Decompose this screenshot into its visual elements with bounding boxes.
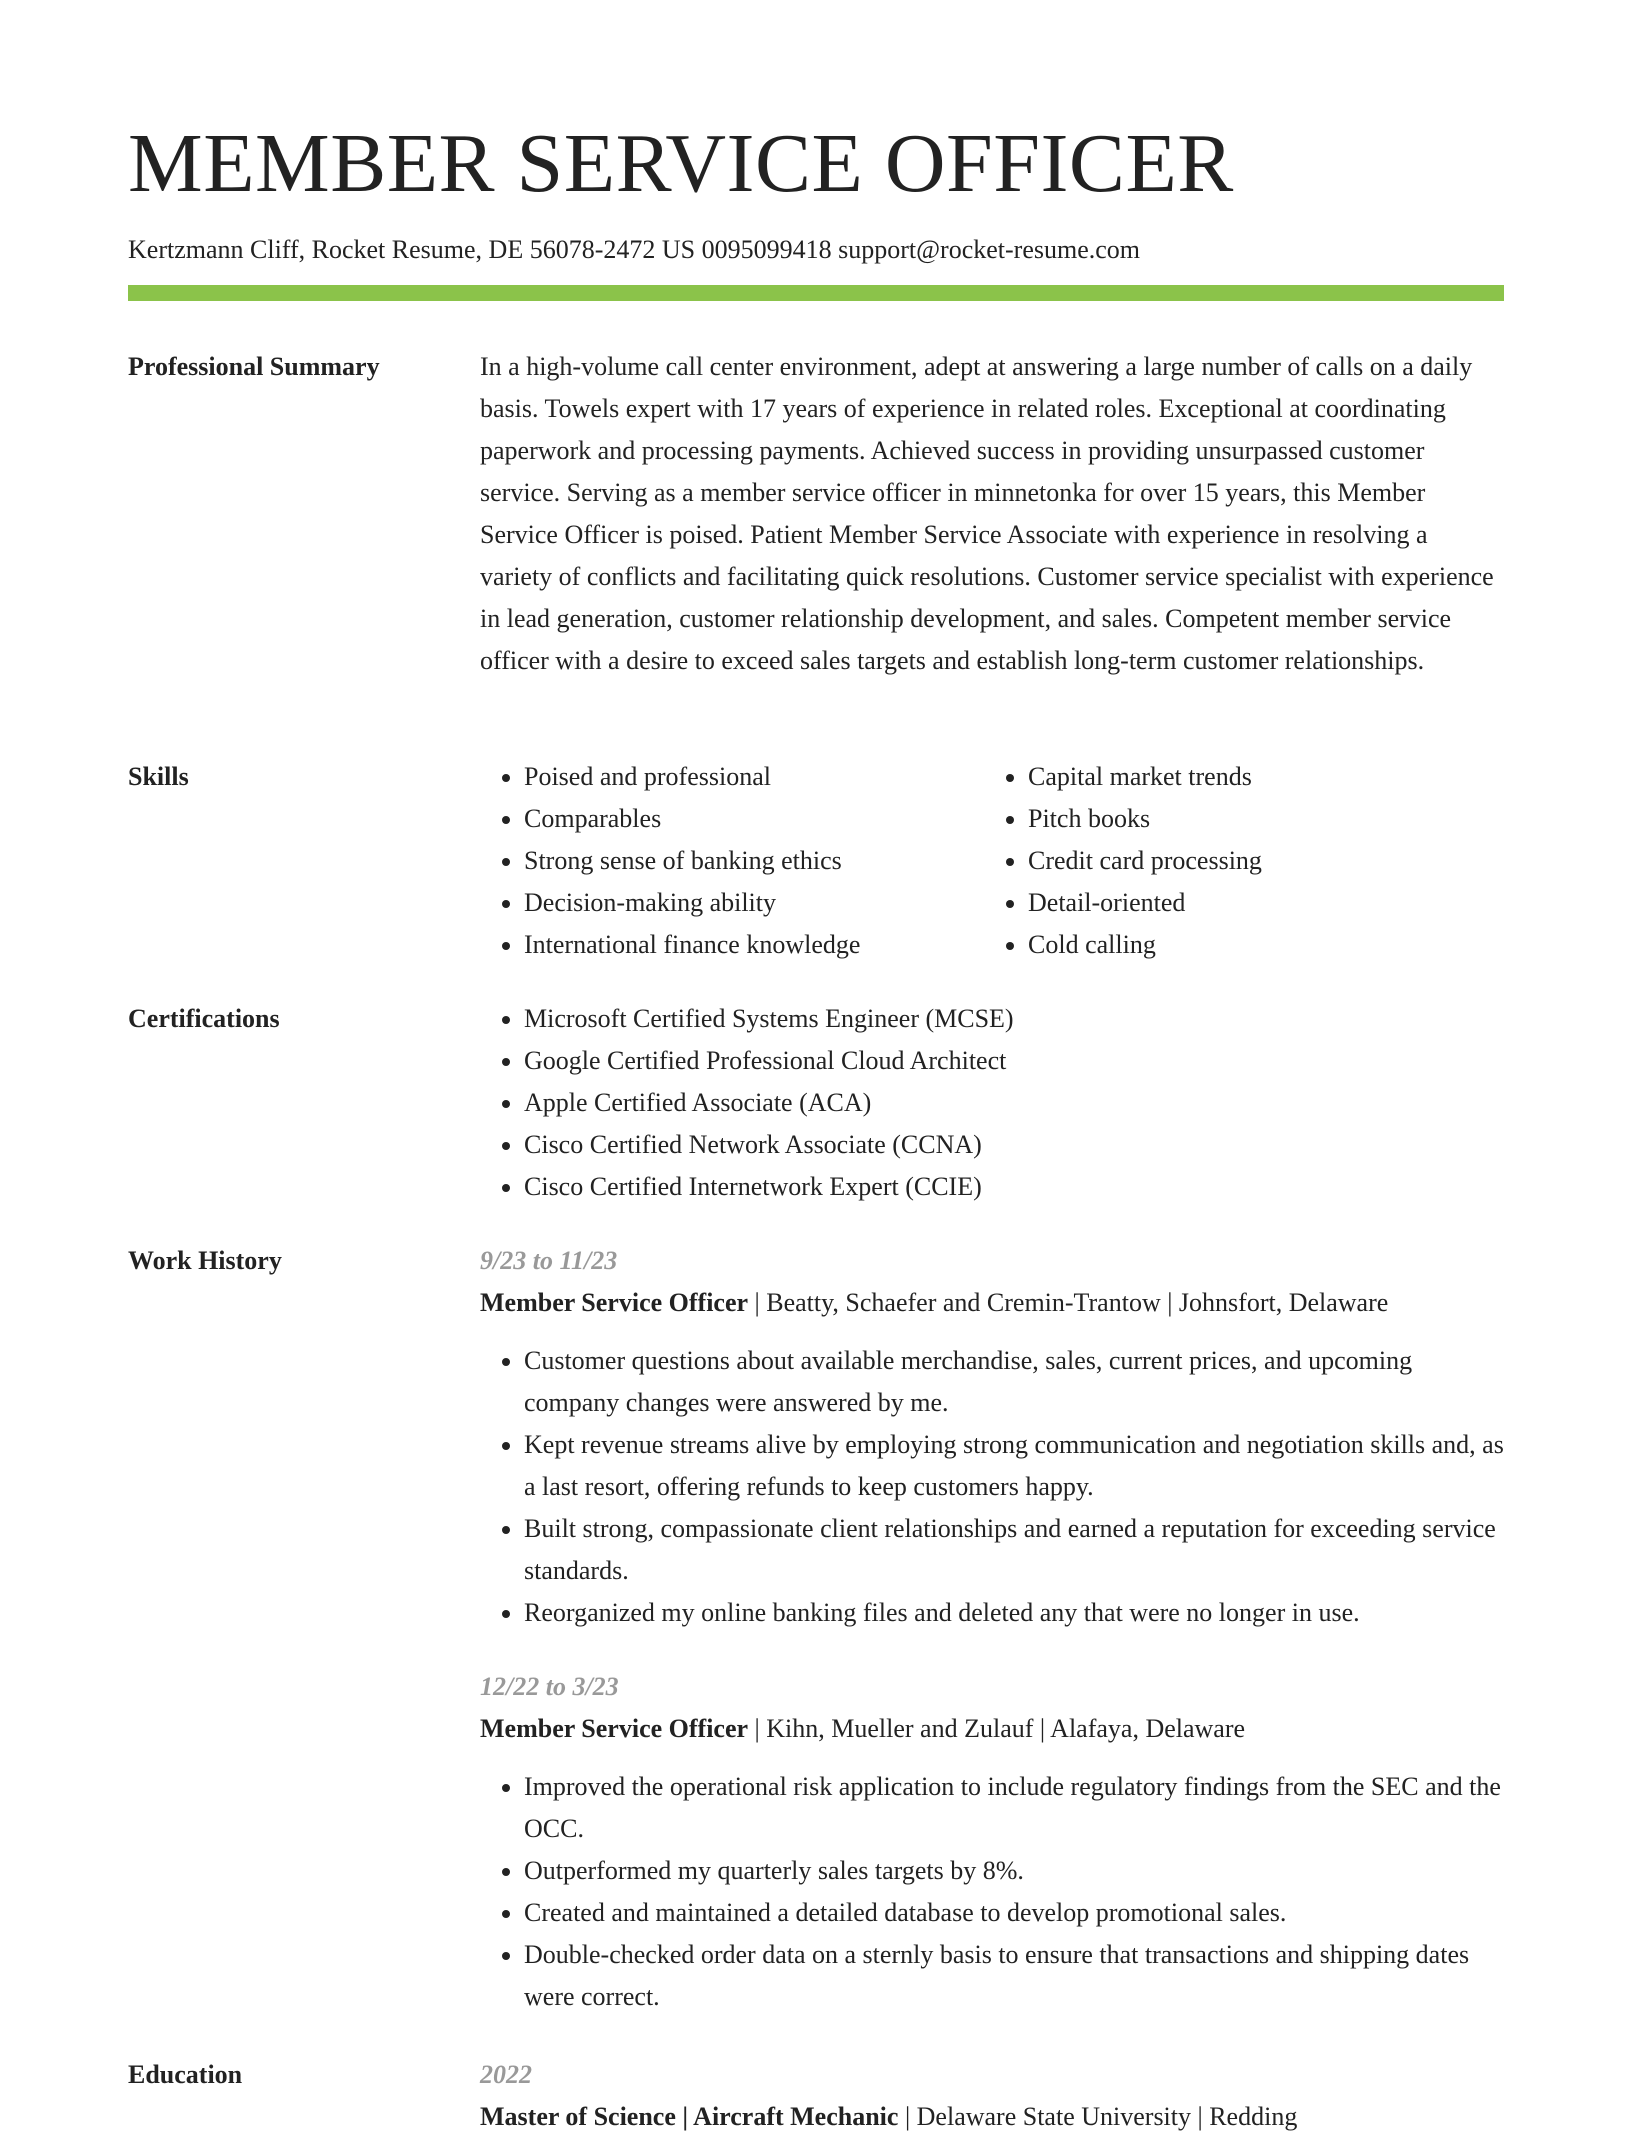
job-bullet: • Double-checked order data on a sternly basis to ensure that transactions and shipping dates were correct. — [524, 1934, 1504, 2018]
job-bullet: • Built strong, compassionate client relationships and earned a reputation for exceeding service standards. — [524, 1508, 1504, 1592]
skill-item: • Credit card processing — [1028, 840, 1548, 882]
resume-name: MEMBER SERVICE OFFICER — [128, 117, 1234, 210]
skill-item: • Detail-oriented — [1028, 882, 1548, 924]
certification-item: • Microsoft Certified Systems Engineer (MCSE) — [524, 998, 1504, 1040]
skill-item: • Pitch books — [1028, 798, 1548, 840]
job-entry — [480, 1240, 1504, 1634]
skill-item: • Decision-making ability — [524, 882, 984, 924]
education-date: 2022 — [480, 2060, 532, 2089]
certification-item: • Cisco Certified Network Associate (CCNA) — [524, 1124, 1504, 1166]
education-line — [480, 2096, 1504, 2138]
skill-item: • Capital market trends — [1028, 756, 1548, 798]
job-bullet: • Outperformed my quarterly sales targets by 8%. — [524, 1850, 1504, 1892]
certification-item: • Cisco Certified Internetwork Expert (CCIE) — [524, 1166, 1504, 1208]
job-date: 12/22 to 3/23 — [480, 1672, 619, 1701]
job-entry — [480, 1666, 1504, 2018]
certification-item: • Google Certified Professional Cloud Architect — [524, 1040, 1504, 1082]
skill-item: • Comparables — [524, 798, 984, 840]
job-title-line — [480, 1708, 1504, 1750]
education-degree: Master of Science | Aircraft Mechanic — [480, 2102, 899, 2131]
job-role: Member Service Officer — [480, 1288, 749, 1317]
job-bullet: • Kept revenue streams alive by employing strong communication and negotiation skills and, as a last resort, offering refunds to keep customers happy. — [524, 1424, 1504, 1508]
section-title-education: Education — [128, 2060, 243, 2089]
summary-body — [480, 346, 1504, 682]
skills-body — [480, 756, 1504, 966]
skill-item: • Poised and professional — [524, 756, 984, 798]
job-bullet: • Created and maintained a detailed database to develop promotional sales. — [524, 1892, 1504, 1934]
job-bullets — [480, 1340, 1504, 1634]
contact-line: Kertzmann Cliff, Rocket Resume, DE 56078-2472 US 0095099418 support@rocket-resume.com — [128, 235, 1141, 264]
summary-text: In a high-volume call center environment, adept at answering a large number of calls on a daily basis. Towels expert with 17 years of experience in related roles. Exceptional at coordinating paperwork and processing payments. Achieved success in providing unsurpassed customer service. Serving as a member service officer in minnetonka for over 15 years, this Member Service Officer is poised. Patient Member Service Associate with experience in resolving a variety of conflicts and facilitating quick resolutions. Customer service specialist with experience in lead generation, customer relationship development, and sales. Competent member service officer with a desire to exceed sales targets and establish long-term customer relationships. — [480, 352, 1494, 675]
job-date: 9/23 to 11/23 — [480, 1246, 618, 1275]
skill-item: • International finance knowledge — [524, 924, 984, 966]
job-role: Member Service Officer — [480, 1714, 749, 1743]
skill-item: • Cold calling — [1028, 924, 1548, 966]
job-bullets — [480, 1766, 1504, 2018]
certifications-list — [480, 998, 1504, 1208]
certification-item: • Apple Certified Associate (ACA) — [524, 1082, 1504, 1124]
job-details: | Kihn, Mueller and Zulauf | Alafaya, Delaware — [748, 1714, 1246, 1743]
job-bullet: • Improved the operational risk application to include regulatory findings from the SEC and the OCC. — [524, 1766, 1504, 1850]
section-title-certifications: Certifications — [128, 1004, 280, 1033]
job-bullet: • Reorganized my online banking files and deleted any that were no longer in use. — [524, 1592, 1504, 1634]
job-details: | Beatty, Schaefer and Cremin-Trantow | Johnsfort, Delaware — [748, 1288, 1389, 1317]
section-title-skills: Skills — [128, 762, 189, 791]
job-bullet: • Customer questions about available merchandise, sales, current prices, and upcoming company changes were answered by me. — [524, 1340, 1504, 1424]
education-body — [480, 2054, 1504, 2138]
education-details: | Delaware State University | Redding — [898, 2102, 1298, 2131]
work-history-body — [480, 1240, 1504, 2018]
skill-item: • Strong sense of banking ethics — [524, 840, 984, 882]
job-title-line — [480, 1282, 1504, 1324]
section-title-summary: Professional Summary — [128, 352, 380, 381]
skills-list-right — [984, 756, 1548, 966]
skills-list-left — [480, 756, 984, 966]
certifications-body — [480, 998, 1504, 1208]
section-title-work-history: Work History — [128, 1246, 282, 1275]
accent-divider — [128, 285, 1504, 301]
